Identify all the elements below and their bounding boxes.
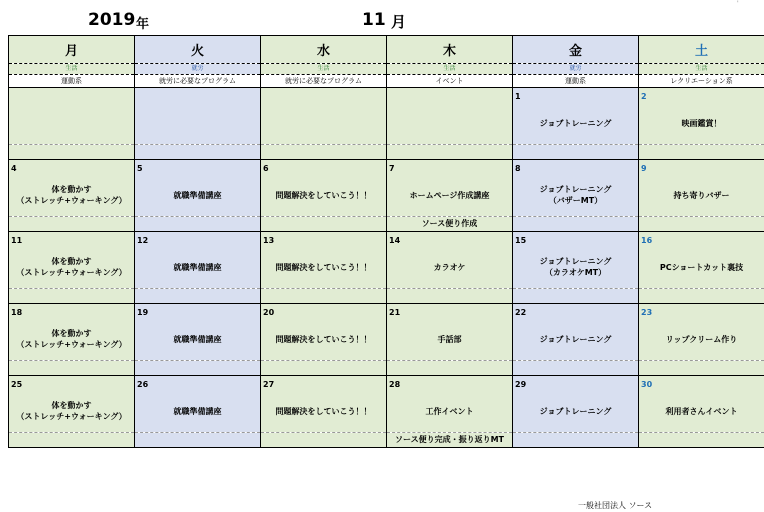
day-cell-tue — [135, 88, 261, 145]
week-note-row — [9, 217, 764, 232]
event-line: 持ち寄りバザー — [673, 190, 730, 200]
program-type-tue: 就労に必要なプログラム — [135, 75, 261, 88]
event-text — [639, 252, 764, 282]
day-cell-sat — [639, 232, 764, 289]
category-wed: 生活 — [261, 64, 387, 75]
week-note-row — [9, 361, 764, 376]
program-type-thu: イベント — [387, 75, 513, 88]
date-number: 12 — [137, 236, 149, 245]
category-sat: 生活 — [639, 64, 764, 75]
event-text — [513, 108, 638, 138]
year-number: 2019 — [88, 10, 136, 30]
week-note-empty — [261, 145, 387, 160]
event-line: ジョブトレーニング — [539, 185, 612, 194]
weekday-thu: 木 — [387, 36, 513, 64]
month-unit: 月 — [391, 13, 407, 31]
date-number: 19 — [137, 308, 149, 317]
event-text — [387, 396, 512, 426]
week-note-row — [9, 433, 764, 448]
event-line: ジョブトレーニング — [539, 118, 612, 128]
day-cell-mon — [9, 160, 135, 217]
event-line: 体を動かす — [51, 257, 92, 266]
event-text — [513, 324, 638, 354]
event-text — [9, 252, 134, 282]
date-number: 29 — [515, 380, 527, 389]
event-text — [135, 396, 260, 426]
date-number: 11 — [11, 236, 23, 245]
week-note-empty — [639, 217, 764, 232]
week-note-empty — [513, 289, 639, 304]
event-text — [387, 324, 512, 354]
event-text — [135, 252, 260, 282]
event-line: （ストレッチ+ウォーキング） — [16, 340, 127, 349]
week-note: ソース便り完成・振り返りMT — [387, 433, 513, 448]
day-cell-sat — [639, 376, 764, 433]
event-text — [9, 324, 134, 354]
date-number: 8 — [515, 164, 521, 173]
day-cell-wed — [261, 232, 387, 289]
date-number: 23 — [641, 308, 653, 317]
weekday-header-row — [9, 36, 764, 64]
date-number: 25 — [11, 380, 23, 389]
date-number: 27 — [263, 380, 275, 389]
week-note-empty — [135, 289, 261, 304]
date-number: 18 — [11, 308, 23, 317]
event-text — [387, 252, 512, 282]
date-number: 6 — [263, 164, 269, 173]
event-line: 手話部 — [437, 334, 462, 344]
event-text — [135, 180, 260, 210]
event-text — [261, 396, 386, 426]
event-line: カラオケ — [433, 262, 466, 272]
event-line: ジョブトレーニング — [539, 257, 612, 266]
date-number: 5 — [137, 164, 143, 173]
day-cell-tue — [135, 160, 261, 217]
event-line: 映画鑑賞！ — [681, 118, 722, 128]
event-line: 体を動かす — [51, 185, 92, 194]
week-note — [387, 361, 513, 376]
week-note-empty — [639, 433, 764, 448]
event-text — [639, 396, 764, 426]
week-note-empty — [261, 289, 387, 304]
week-note-empty — [9, 433, 135, 448]
week-note-empty — [513, 145, 639, 160]
day-cell-mon — [9, 88, 135, 145]
week-note-empty — [135, 361, 261, 376]
month-number: 11 — [362, 10, 386, 30]
week-note-row — [9, 289, 764, 304]
event-line: PCショートカット裏技 — [659, 262, 744, 272]
event-line: ジョブトレーニング — [539, 406, 612, 416]
week-note-empty — [261, 217, 387, 232]
event-text — [261, 252, 386, 282]
event-line: 就職準備講座 — [173, 262, 222, 272]
week-note-empty — [639, 145, 764, 160]
day-cell-thu — [387, 88, 513, 145]
event-line: ホームページ作成講座 — [409, 190, 490, 200]
week-note-empty — [261, 361, 387, 376]
day-cell-sat — [639, 88, 764, 145]
week-note — [387, 289, 513, 304]
event-text — [513, 252, 638, 282]
week-row — [9, 376, 764, 433]
weekday-wed: 水 — [261, 36, 387, 64]
program-type-row — [9, 75, 764, 88]
week-note-row — [9, 145, 764, 160]
event-text — [639, 108, 764, 138]
week-note-empty — [261, 433, 387, 448]
week-note-empty — [513, 217, 639, 232]
calendar-title — [0, 10, 764, 34]
event-text — [639, 324, 764, 354]
event-line: 体を動かす — [51, 329, 92, 338]
calendar-table — [8, 35, 764, 448]
week-note-empty — [9, 145, 135, 160]
event-text — [9, 108, 134, 138]
event-line: 問題解決をしていこう！！ — [275, 406, 372, 416]
weekday-tue: 火 — [135, 36, 261, 64]
event-line: （ストレッチ+ウォーキング） — [16, 268, 127, 277]
day-cell-tue — [135, 232, 261, 289]
event-text — [513, 396, 638, 426]
event-line: 問題解決をしていこう！！ — [275, 334, 372, 344]
date-number: 15 — [515, 236, 527, 245]
date-number: 26 — [137, 380, 149, 389]
week-note-empty — [9, 361, 135, 376]
week-row — [9, 160, 764, 217]
date-number: 16 — [641, 236, 653, 245]
date-number: 14 — [389, 236, 401, 245]
event-text — [9, 180, 134, 210]
week-note-empty — [9, 289, 135, 304]
week-note-empty — [513, 361, 639, 376]
week-note-empty — [639, 361, 764, 376]
category-thu: 生活 — [387, 64, 513, 75]
date-number: 20 — [263, 308, 275, 317]
day-cell-wed — [261, 304, 387, 361]
week-note-empty — [135, 433, 261, 448]
day-cell-mon — [9, 304, 135, 361]
day-cell-fri — [513, 88, 639, 145]
event-line: （カラオケMT） — [544, 268, 607, 277]
event-text — [261, 324, 386, 354]
event-text — [513, 180, 638, 210]
category-row — [9, 64, 764, 75]
week-row — [9, 232, 764, 289]
day-cell-wed — [261, 88, 387, 145]
weekday-fri: 金 — [513, 36, 639, 64]
date-number: 22 — [515, 308, 527, 317]
date-number: 21 — [389, 308, 401, 317]
week-row — [9, 88, 764, 145]
date-number: 7 — [389, 164, 395, 173]
organization-name: 一般社団法人 ソース — [578, 501, 653, 510]
category-fri: 就労 — [513, 64, 639, 75]
week-note-empty — [513, 433, 639, 448]
corner-mark: ' — [737, 0, 739, 7]
date-number: 4 — [11, 164, 17, 173]
date-number: 9 — [641, 164, 647, 173]
day-cell-tue — [135, 304, 261, 361]
event-line: リップクリーム作り — [665, 334, 738, 344]
event-line: 利用者さんイベント — [665, 406, 738, 416]
event-line: （バザーMT） — [548, 196, 603, 205]
event-line: （ストレッチ+ウォーキング） — [16, 196, 127, 205]
category-mon: 生活 — [9, 64, 135, 75]
program-type-wed: 就労に必要なプログラム — [261, 75, 387, 88]
date-number: 13 — [263, 236, 275, 245]
event-text — [261, 108, 386, 138]
event-line: 就職準備講座 — [173, 334, 222, 344]
weekday-sat: 土 — [639, 36, 764, 64]
day-cell-wed — [261, 160, 387, 217]
date-number: 2 — [641, 92, 647, 101]
day-cell-thu — [387, 160, 513, 217]
day-cell-thu — [387, 232, 513, 289]
week-note-empty — [639, 289, 764, 304]
week-note — [387, 145, 513, 160]
day-cell-thu — [387, 304, 513, 361]
date-number: 30 — [641, 380, 653, 389]
event-text — [135, 108, 260, 138]
week-note: ソース便り作成 — [387, 217, 513, 232]
day-cell-mon — [9, 376, 135, 433]
program-type-mon: 運動系 — [9, 75, 135, 88]
event-text — [387, 108, 512, 138]
day-cell-sat — [639, 160, 764, 217]
event-text — [135, 324, 260, 354]
week-row — [9, 304, 764, 361]
date-number: 1 — [515, 92, 521, 101]
year-unit: 年 — [136, 17, 150, 32]
day-cell-sat — [639, 304, 764, 361]
event-line: 体を動かす — [51, 401, 92, 410]
day-cell-tue — [135, 376, 261, 433]
date-number: 28 — [389, 380, 401, 389]
week-note-empty — [9, 217, 135, 232]
day-cell-fri — [513, 160, 639, 217]
event-text — [261, 180, 386, 210]
category-tue: 就労 — [135, 64, 261, 75]
day-cell-wed — [261, 376, 387, 433]
day-cell-thu — [387, 376, 513, 433]
event-line: 問題解決をしていこう！！ — [275, 262, 372, 272]
event-line: 就職準備講座 — [173, 406, 222, 416]
event-text — [9, 396, 134, 426]
program-type-sat: レクリエーション系 — [639, 75, 764, 88]
program-type-fri: 運動系 — [513, 75, 639, 88]
week-note-empty — [135, 217, 261, 232]
day-cell-fri — [513, 232, 639, 289]
day-cell-mon — [9, 232, 135, 289]
event-line: 就職準備講座 — [173, 190, 222, 200]
event-line: ジョブトレーニング — [539, 334, 612, 344]
event-line: 問題解決をしていこう！！ — [275, 190, 372, 200]
event-text — [639, 180, 764, 210]
event-line: 工作イベント — [425, 406, 474, 416]
week-note-empty — [135, 145, 261, 160]
day-cell-fri — [513, 304, 639, 361]
weekday-mon: 月 — [9, 36, 135, 64]
day-cell-fri — [513, 376, 639, 433]
event-text — [387, 180, 512, 210]
event-line: （ストレッチ+ウォーキング） — [16, 412, 127, 421]
